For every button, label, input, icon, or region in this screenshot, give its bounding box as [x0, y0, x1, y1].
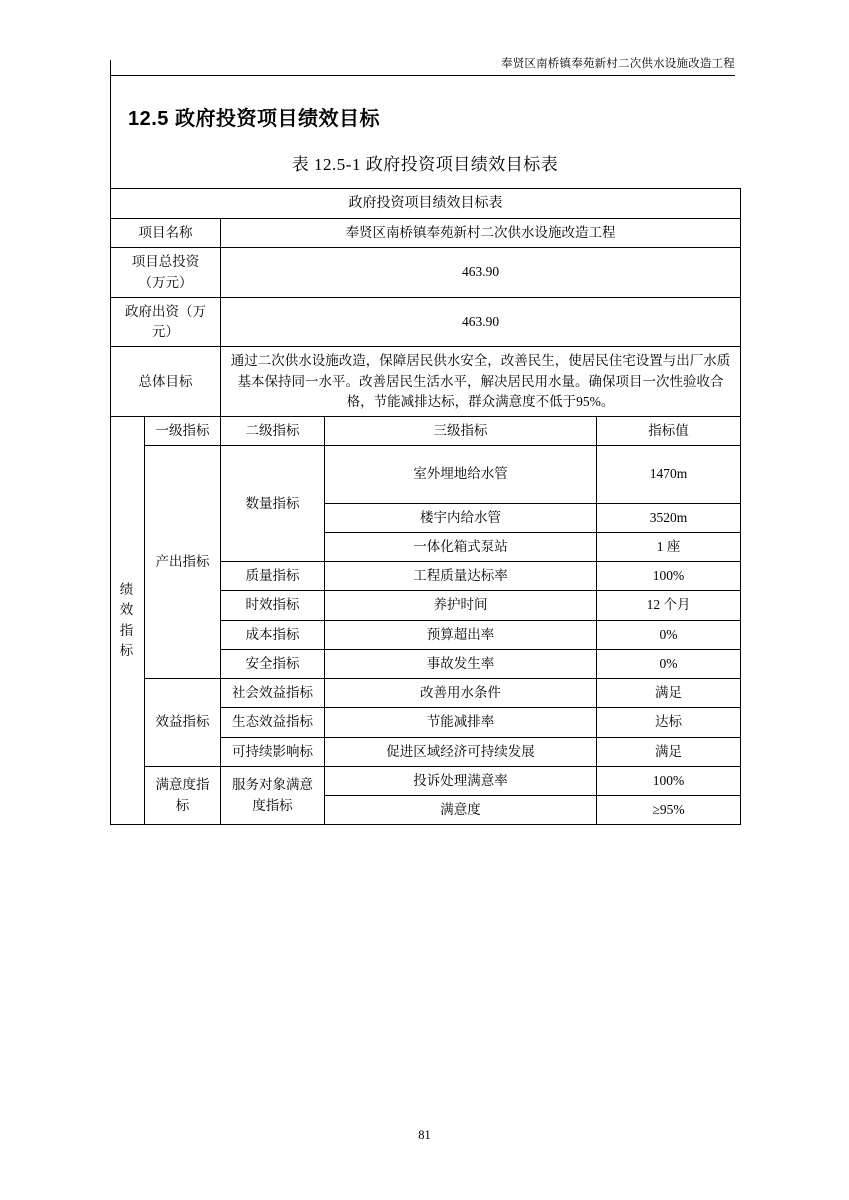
level3-building-pipe: 楼宇内给水管 [325, 503, 597, 532]
level3-energy-saving: 节能减排率 [325, 708, 597, 737]
table-row [111, 297, 741, 347]
value-maintenance-time: 12 个月 [597, 591, 741, 620]
level3-maintenance-time: 养护时间 [325, 591, 597, 620]
row-value-overall-goal: 通过二次供水设施改造，保障居民供水安全，改善民生，使居民住宅设置与出厂水质基本保持同一水平。改善居民生活水平，解决居民用水量。确保项目一次性验收合格，节能减排达标，群众满意度不低于95%。 [221, 347, 741, 417]
level2-timeliness: 时效指标 [221, 591, 325, 620]
table-title-row [111, 189, 741, 219]
table-row [111, 446, 741, 503]
row-value-government-funding: 463.90 [221, 297, 741, 347]
level2-cost: 成本指标 [221, 620, 325, 649]
row-label-total-investment: 项目总投资 （万元） [111, 248, 221, 298]
level2-quality: 质量指标 [221, 562, 325, 591]
level3-quality-rate: 工程质量达标率 [325, 562, 597, 591]
level2-safety: 安全指标 [221, 649, 325, 678]
level3-satisfaction: 满意度 [325, 796, 597, 825]
row-value-total-investment: 463.90 [221, 248, 741, 298]
level3-pump-station: 一体化箱式泵站 [325, 532, 597, 561]
level2-service-satisfaction: 服务对象满意度指标 [221, 766, 325, 825]
value-outdoor-pipe: 1470m [597, 446, 741, 503]
header-value: 指标值 [597, 417, 741, 446]
header-level2: 二级指标 [221, 417, 325, 446]
level2-quantity: 数量指标 [221, 446, 325, 562]
value-budget-overrun: 0% [597, 620, 741, 649]
level2-eco-benefit: 生态效益指标 [221, 708, 325, 737]
value-energy-saving: 达标 [597, 708, 741, 737]
value-building-pipe: 3520m [597, 503, 741, 532]
level1-benefit: 效益指标 [145, 679, 221, 767]
value-complaint-rate: 100% [597, 766, 741, 795]
level2-sustainability: 可持续影响标 [221, 737, 325, 766]
level3-regional-economy: 促进区域经济可持续发展 [325, 737, 597, 766]
table-row [111, 766, 741, 795]
value-water-condition: 满足 [597, 679, 741, 708]
performance-goal-table [110, 188, 741, 825]
row-label-government-funding: 政府出资（万元） [111, 297, 221, 347]
level3-water-condition: 改善用水条件 [325, 679, 597, 708]
value-satisfaction: ≥95% [597, 796, 741, 825]
level3-budget-overrun: 预算超出率 [325, 620, 597, 649]
header-level3: 三级指标 [325, 417, 597, 446]
page-number: 81 [418, 1128, 431, 1142]
performance-indicator-label: 绩 效 指 标 [111, 417, 145, 825]
row-label-overall-goal: 总体目标 [111, 347, 221, 417]
level2-social-benefit: 社会效益指标 [221, 679, 325, 708]
value-quality-rate: 100% [597, 562, 741, 591]
header-divider [110, 75, 735, 76]
table-row [111, 679, 741, 708]
header-level1: 一级指标 [145, 417, 221, 446]
indicator-header-row [111, 417, 741, 446]
level1-satisfaction: 满意度指标 [145, 766, 221, 825]
table-row [111, 248, 741, 298]
section-heading: 12.5 政府投资项目绩效目标 [128, 108, 380, 130]
row-value-project-name: 奉贤区南桥镇奉苑新村二次供水设施改造工程 [221, 219, 741, 248]
value-pump-station: 1 座 [597, 532, 741, 561]
table-title: 政府投资项目绩效目标表 [111, 189, 741, 219]
row-label-project-name: 项目名称 [111, 219, 221, 248]
level3-complaint-rate: 投诉处理满意率 [325, 766, 597, 795]
table-row [111, 219, 741, 248]
table-caption: 表 12.5-1 政府投资项目绩效目标表 [291, 155, 559, 174]
running-header: 奉贤区南桥镇奉苑新村二次供水设施改造工程 [501, 58, 735, 70]
table-row-overall-goal [111, 347, 741, 417]
level3-accident-rate: 事故发生率 [325, 649, 597, 678]
value-accident-rate: 0% [597, 649, 741, 678]
level1-output: 产出指标 [145, 446, 221, 679]
level3-outdoor-pipe: 室外埋地给水管 [325, 446, 597, 503]
value-regional-economy: 满足 [597, 737, 741, 766]
